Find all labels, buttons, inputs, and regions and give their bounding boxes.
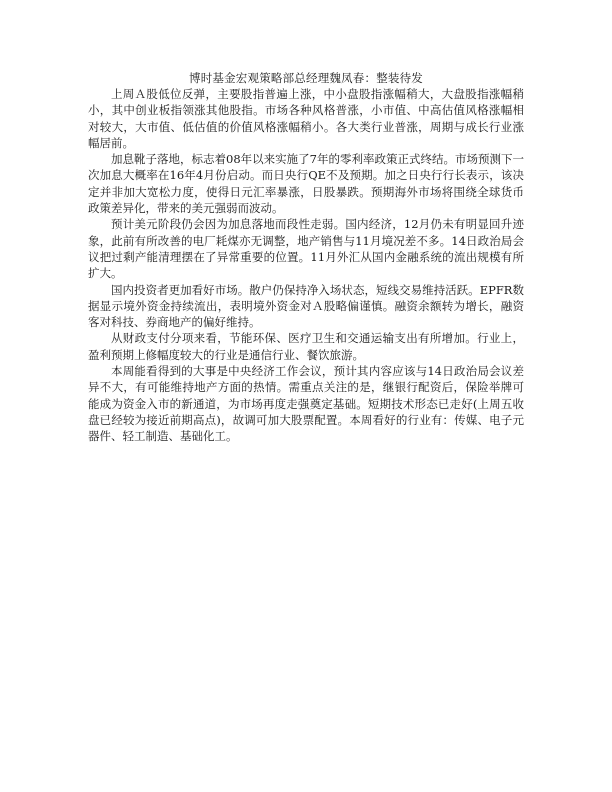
document-title: 博时基金宏观策略部总经理魏凤春：整装待发 (189, 71, 423, 85)
paragraph-market-review: 上周Ａ股低位反弹，主要股指普遍上涨，中小盘股指涨幅稍大，大盘股指涨幅稍小，其中创业板指领涨其他股指。市场各种风格普涨，小市值、中高估值风格涨幅相对较大，大市值、低估值的价值风格涨幅稍小。各大类行业普涨，周期与成长行业涨幅居前。 (88, 87, 524, 150)
paragraph-rate-hike: 加息靴子落地，标志着08年以来实施了7年的零利率政策正式终结。市场预测下一次加息大概率在16年4月份启动。而日央行QE不及预期。加之日央行行长表示，该决定并非加大宽松力度，使得日元汇率暴涨，日股暴跌。预期海外市场将围绕全球货币政策差异化，带来的美元强弱而波动。 (88, 152, 524, 216)
document-page (88, 70, 524, 445)
paragraph-outlook: 本周能看得到的大事是中央经济工作会议，预计其内容应该与14日政治局会议差异不大，有可能维持地产方面的热情。需重点关注的是，继银行配资后，保险举牌可能成为资金入市的新通道，为市场再度走强奠定基础。短期技术形态已走好(上周五收盘已经较为接近前期高点)，故调可加大股票配置。本周看好的行业有：传媒、电子元器件、轻工制造、基础化工。 (88, 364, 524, 444)
paragraph-fiscal-spending: 从财政支付分项来看，节能环保、医疗卫生和交通运输支出有所增加。行业上，盈利预期上修幅度较大的行业是通信行业、餐饮旅游。 (88, 331, 524, 362)
paragraph-domestic-economy: 预计美元阶段仍会因为加息落地而段性走弱。国内经济，12月仍未有明显回升迹象，此前有所改善的电厂耗煤亦无调整，地产销售与11月境况差不多。14日政治局会议把过剩产能清理摆在了异常重要的位置。11月外汇从国内金融系统的流出规模有所扩大。 (88, 217, 524, 281)
paragraph-investor-sentiment: 国内投资者更加看好市场。散户仍保持净入场状态，短线交易维持活跃。EPFR数据显示境外资金持续流出，表明境外资金对Ａ股略偏谨慎。融资余额转为增长，融资客对科技、券商地产的偏好维持。 (88, 282, 524, 330)
